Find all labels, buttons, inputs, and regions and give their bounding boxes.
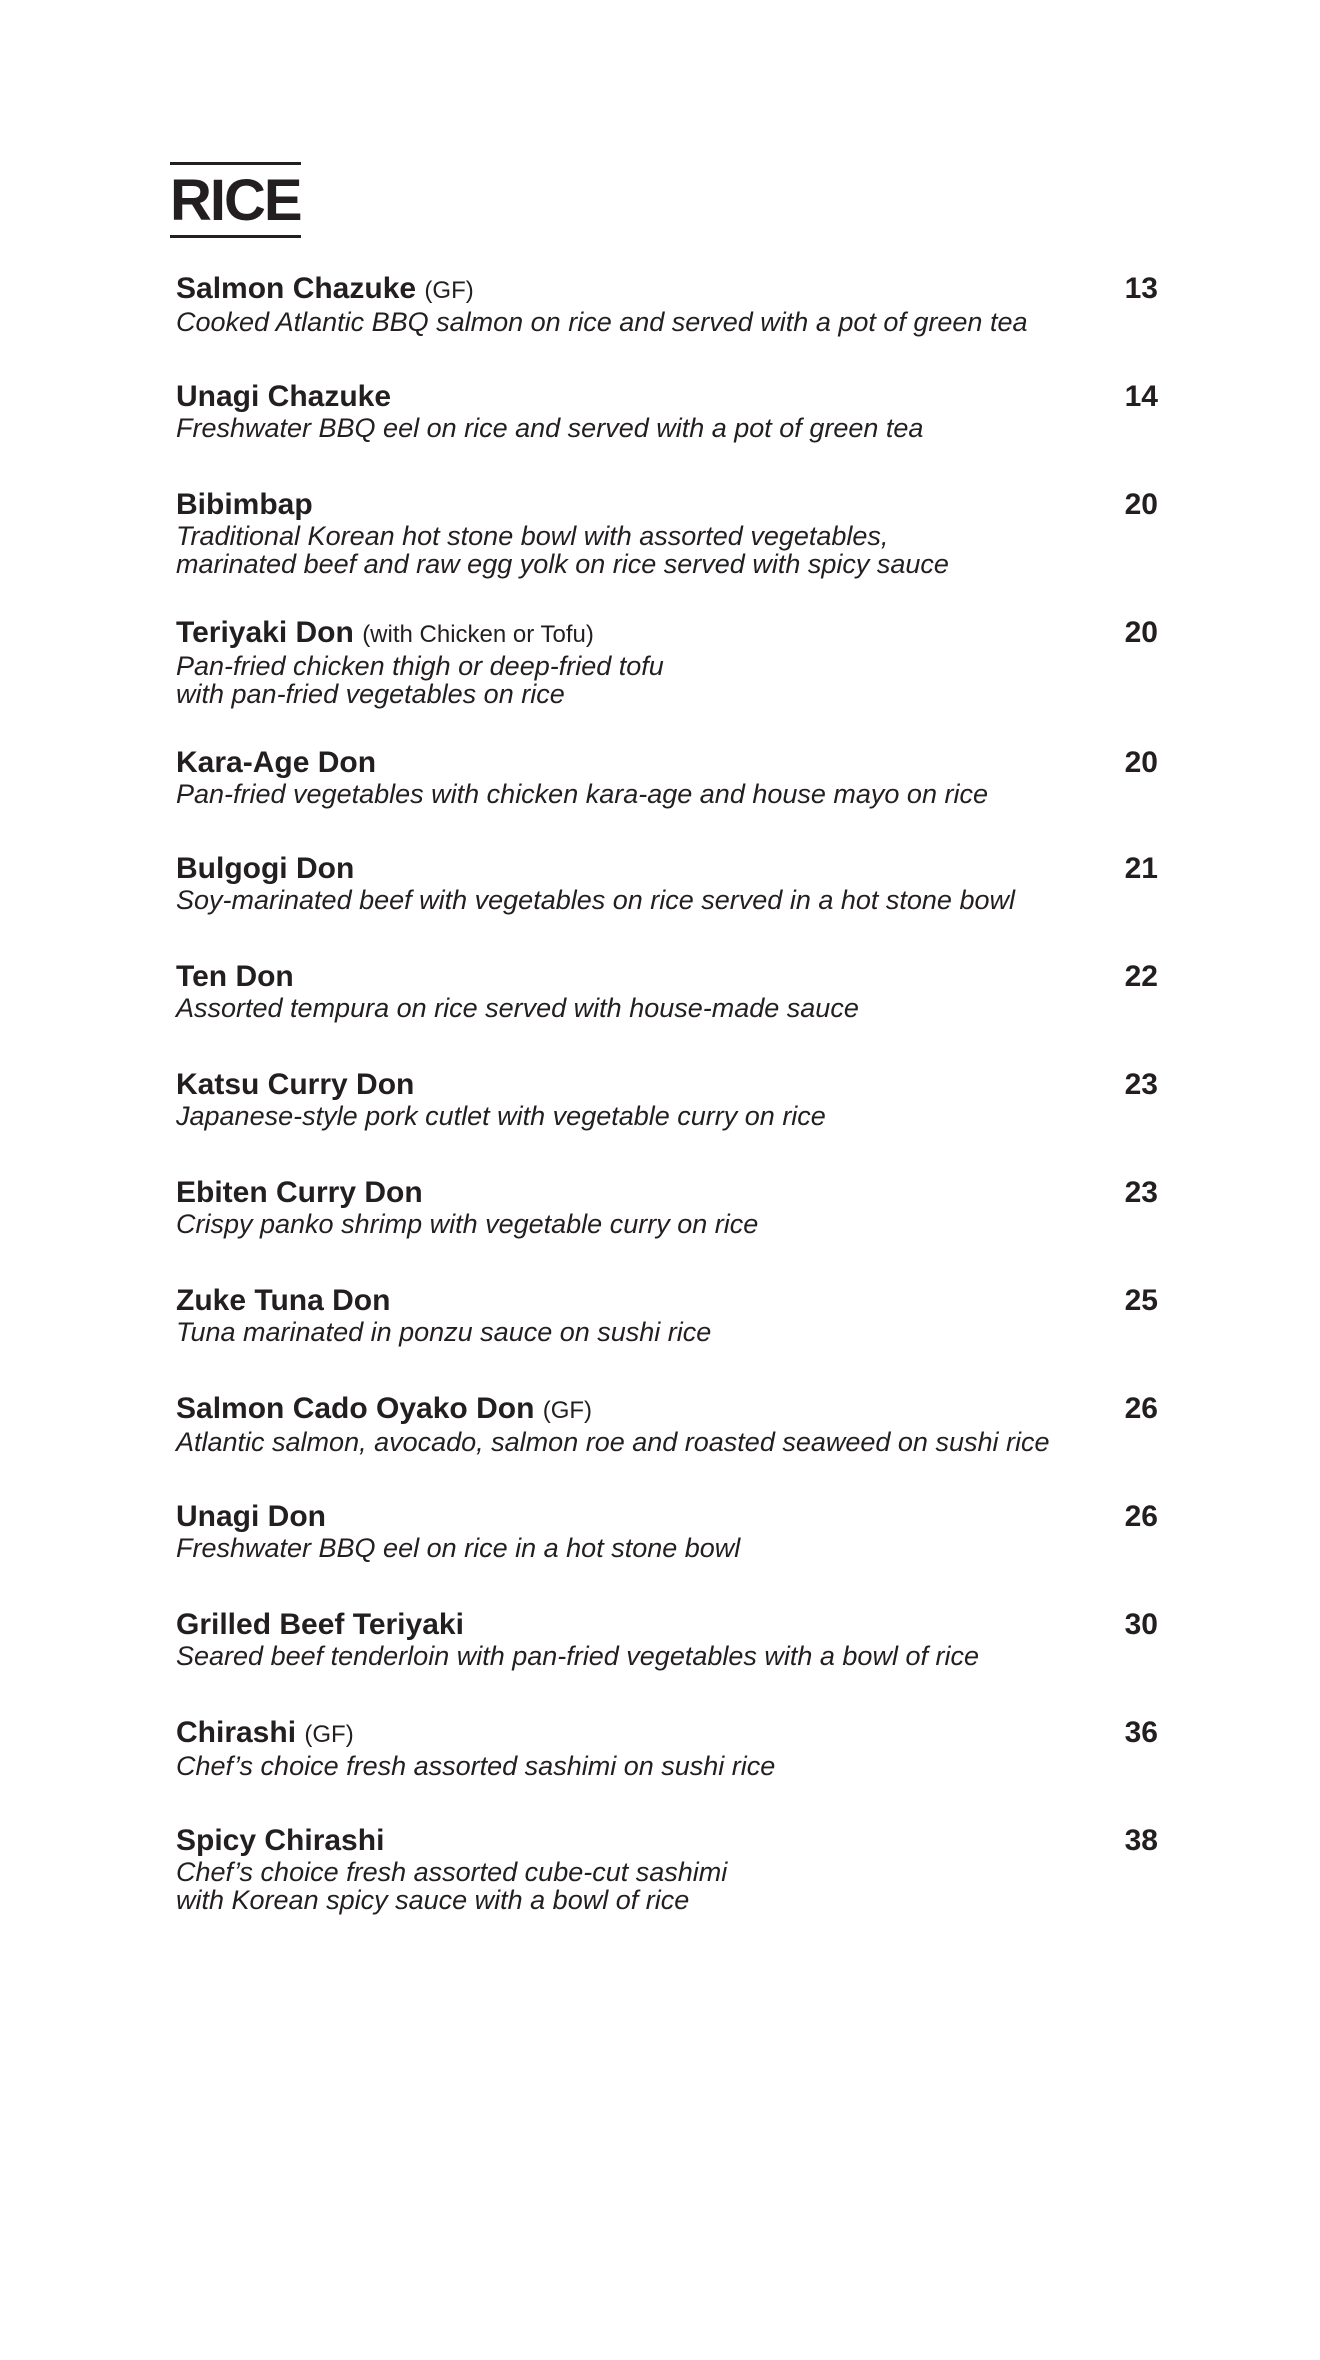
menu-list xyxy=(176,272,1160,1952)
item-name: Bibimbap xyxy=(176,488,313,521)
menu-item xyxy=(176,1608,1160,1678)
menu-item xyxy=(176,1716,1160,1786)
menu-item xyxy=(176,1824,1160,1914)
item-description: Chef’s choice fresh assorted sashimi on sushi rice xyxy=(176,1751,776,1781)
item-price: 26 xyxy=(1124,1500,1158,1533)
item-name: Grilled Beef Teriyaki xyxy=(176,1608,464,1641)
item-price: 23 xyxy=(1124,1176,1158,1209)
menu-item xyxy=(176,1068,1160,1138)
item-name-line xyxy=(176,960,1160,994)
item-name: Katsu Curry Don xyxy=(176,1068,415,1101)
item-name: Bulgogi Don xyxy=(176,852,355,885)
item-description: Freshwater BBQ eel on rice and served with a pot of green tea xyxy=(176,413,924,443)
item-name-line xyxy=(176,272,1160,308)
item-name-line xyxy=(176,488,1160,522)
item-description: Crispy panko shrimp with vegetable curry on rice xyxy=(176,1209,759,1239)
item-description: Japanese-style pork cutlet with vegetable curry on rice xyxy=(176,1101,826,1131)
item-description: Cooked Atlantic BBQ salmon on rice and served with a pot of green tea xyxy=(176,307,1028,337)
item-description: Seared beef tenderloin with pan-fried vegetables with a bowl of rice xyxy=(176,1641,979,1671)
menu-item xyxy=(176,852,1160,922)
item-name: Unagi Don xyxy=(176,1500,326,1533)
item-price: 23 xyxy=(1124,1068,1158,1101)
section-title: RICE xyxy=(170,168,301,233)
item-price: 22 xyxy=(1124,960,1158,993)
menu-item xyxy=(176,488,1160,578)
item-price: 14 xyxy=(1124,380,1158,413)
section-header xyxy=(170,162,301,238)
item-price: 25 xyxy=(1124,1284,1158,1317)
item-price: 36 xyxy=(1124,1716,1158,1749)
menu-item xyxy=(176,1284,1160,1354)
menu-item xyxy=(176,1176,1160,1246)
item-price: 20 xyxy=(1124,616,1158,649)
item-name: Ebiten Curry Don xyxy=(176,1176,423,1209)
item-name-line xyxy=(176,1392,1160,1428)
item-description: Freshwater BBQ eel on rice in a hot stone bowl xyxy=(176,1533,741,1563)
item-name-line xyxy=(176,1500,1160,1534)
menu-item xyxy=(176,616,1160,708)
item-name-line xyxy=(176,1824,1160,1858)
item-name: Teriyaki Don xyxy=(176,616,354,649)
menu-item xyxy=(176,272,1160,342)
menu-item xyxy=(176,1500,1160,1570)
item-name: Unagi Chazuke xyxy=(176,380,392,413)
item-price: 30 xyxy=(1124,1608,1158,1641)
item-name: Spicy Chirashi xyxy=(176,1824,385,1857)
menu-item xyxy=(176,746,1160,816)
item-name-line xyxy=(176,1176,1160,1210)
item-name: Ten Don xyxy=(176,960,294,993)
item-description: Chef’s choice fresh assorted cube-cut sashimi with Korean spicy sauce with a bowl of rice xyxy=(176,1857,728,1915)
item-name-line xyxy=(176,616,1160,652)
item-description: Soy-marinated beef with vegetables on rice served in a hot stone bowl xyxy=(176,885,1015,915)
item-price: 26 xyxy=(1124,1392,1158,1425)
item-name-line xyxy=(176,1284,1160,1318)
item-note: (GF) xyxy=(304,1721,354,1748)
item-note: (with Chicken or Tofu) xyxy=(362,621,594,648)
item-name: Zuke Tuna Don xyxy=(176,1284,391,1317)
item-name-line xyxy=(176,1608,1160,1642)
item-name-line xyxy=(176,852,1160,886)
item-note: (GF) xyxy=(542,1397,593,1424)
item-price: 20 xyxy=(1124,746,1158,779)
item-name: Salmon Cado Oyako Don xyxy=(176,1392,535,1425)
item-name-line xyxy=(176,380,1160,414)
item-name-line xyxy=(176,1068,1160,1102)
item-name-line xyxy=(176,1716,1160,1752)
item-price: 21 xyxy=(1124,852,1158,885)
item-description: Assorted tempura on rice served with house-made sauce xyxy=(176,993,859,1023)
item-price: 20 xyxy=(1124,488,1158,521)
item-description: Pan-fried chicken thigh or deep-fried tofu with pan-fried vegetables on rice xyxy=(176,651,664,709)
item-name: Chirashi xyxy=(176,1716,297,1749)
item-description: Atlantic salmon, avocado, salmon roe and roasted seaweed on sushi rice xyxy=(176,1427,1050,1457)
menu-item xyxy=(176,1392,1160,1462)
item-name: Kara-Age Don xyxy=(176,746,377,779)
menu-item xyxy=(176,960,1160,1030)
item-name: Salmon Chazuke xyxy=(176,272,417,305)
item-description: Tuna marinated in ponzu sauce on sushi rice xyxy=(176,1317,712,1347)
item-price: 38 xyxy=(1124,1824,1158,1857)
menu-item xyxy=(176,380,1160,450)
item-description: Pan-fried vegetables with chicken kara-age and house mayo on rice xyxy=(176,779,988,809)
item-name-line xyxy=(176,746,1160,780)
item-note: (GF) xyxy=(424,277,474,304)
item-price: 13 xyxy=(1124,272,1158,305)
item-description: Traditional Korean hot stone bowl with assorted vegetables, marinated beef and raw egg yolk on rice served with spicy sauce xyxy=(176,521,949,579)
